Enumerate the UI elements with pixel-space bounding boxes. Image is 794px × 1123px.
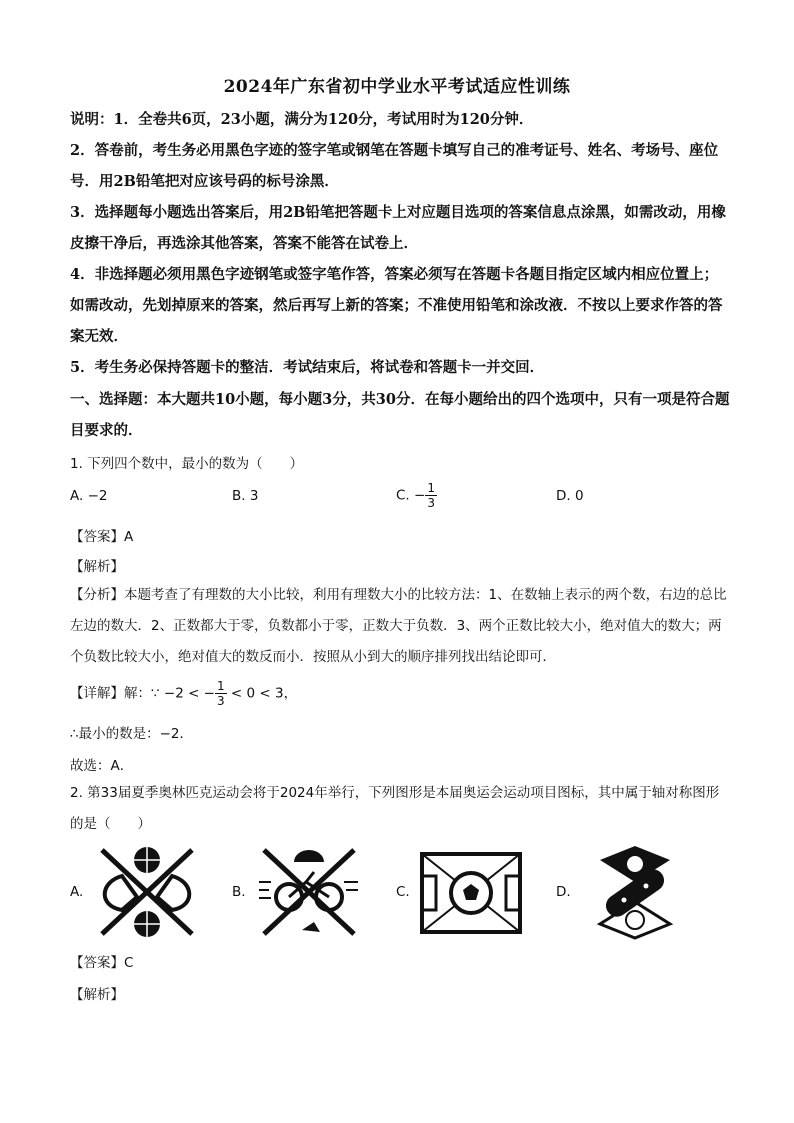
page-title: 2024年广东省初中学业水平考试适应性训练	[223, 77, 571, 97]
q1-option-c	[396, 481, 437, 510]
q1-option-b: B. 3	[232, 488, 259, 504]
instruction-4: 4．非选择题必须用黑色字迹钢笔或签字笔作答，答案必须写在答题卡各题目指定区域内相应位置上；如需改动，先划掉原来的答案，然后再写上新的答案；不准使用铅笔和涂改液．不按以上要求作答的答案无效．	[70, 266, 723, 345]
fraction-denominator: 3	[217, 694, 225, 708]
q2-answer: 【答案】C	[70, 955, 134, 971]
q1-analysis-tag: 【解析】	[70, 559, 124, 575]
fraction-numerator: 1	[427, 481, 435, 495]
section-heading: 一、选择题：本大题共10小题，每小题3分，共30分．在每小题给出的四个选项中，只有一项是符合题目要求的．	[70, 391, 730, 439]
q1-stem: 1. 下列四个数中，最小的数为（ ）	[70, 456, 304, 472]
q1-detail	[70, 679, 297, 708]
q1-detail-suffix: < 0 < 3，	[226, 685, 298, 702]
q2-label-b: B.	[232, 884, 246, 900]
fraction-numerator: 1	[217, 679, 225, 693]
fraction-denominator: 3	[427, 496, 435, 510]
fraction	[425, 481, 437, 510]
q1-analysis-text: 【分析】本题考查了有理数的大小比较，利用有理数大小的比较方法：1、在数轴上表示的两个数，右边的总比左边的数大．2、正数都大于零，负数都小于零，正数大于负数．3、两个正数比较大小，绝对值大的数大；两个负数比较大小，绝对值大的数反而小．按照从小到大的顺序排列找出结论即可．	[70, 587, 727, 665]
q1-option-d: D. 0	[556, 488, 584, 504]
q2-label-c: C.	[396, 884, 410, 900]
q2-label-a: A.	[70, 884, 84, 900]
instruction-3: 3．选择题每小题选出答案后，用2B铅笔把答题卡上对应题目选项的答案信息点涂黑，如需改动，用橡皮擦干净后，再选涂其他答案，答案不能答在试卷上．	[70, 204, 726, 252]
cycling-icon	[254, 842, 364, 942]
q2-stem: 2. 第33届夏季奥林匹克运动会将于2024年举行，下列图形是本届奥运会运动项目图标，其中属于轴对称图形的是（ ）	[70, 785, 720, 832]
instruction-5: 5．考生务必保持答题卡的整洁．考试结束后，将试卷和答题卡一并交回．	[70, 359, 545, 376]
q2-label-d: D.	[556, 884, 571, 900]
q1-answer: 【答案】A	[70, 529, 134, 545]
skateboard-icon	[580, 842, 690, 942]
q1-choice: 故选：A．	[70, 758, 134, 774]
q1-option-c-prefix: C. −	[396, 487, 426, 504]
q1-option-a: A. −2	[70, 488, 108, 504]
q1-conclusion: ∴最小的数是：−2．	[70, 726, 193, 742]
q1-detail-prefix: 【详解】解：∵ −2 < −	[70, 685, 215, 702]
q2-analysis-tag: 【解析】	[70, 987, 124, 1003]
instruction-2: 2．答卷前，考生务必用黑色字迹的签字笔或钢笔在答题卡填写自己的准考证号、姓名、考场号、座位号．用2B铅笔把对应该号码的标号涂黑．	[70, 142, 719, 190]
instruction-1: 说明：1．全卷共6页，23小题，满分为120分，考试用时为120分钟．	[70, 111, 534, 128]
basketball-icon	[92, 842, 202, 942]
football-icon	[416, 846, 526, 940]
fraction	[215, 679, 227, 708]
